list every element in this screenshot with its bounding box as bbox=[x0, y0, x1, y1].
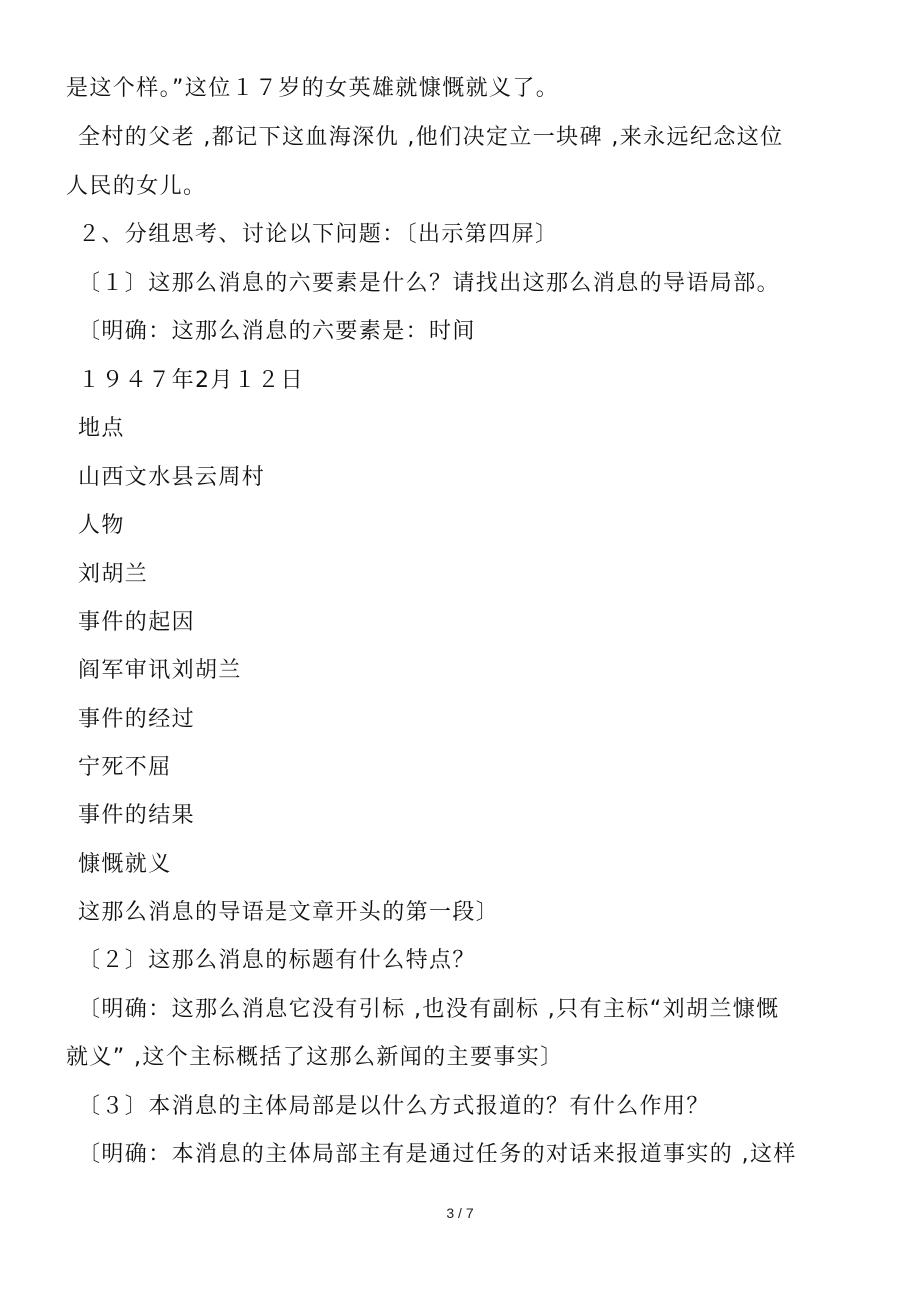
paragraph-line: 地点 bbox=[78, 416, 125, 441]
paragraph-line: 人物 bbox=[78, 513, 125, 538]
paragraph-line: 〔１〕这那么消息的六要素是什么？请找出这那么消息的导语局部。 bbox=[78, 271, 781, 296]
paragraph-line: 人民的女儿。 bbox=[66, 174, 207, 199]
paragraph-line: 是这个样。”这位１７岁的女英雄就慷慨就义了。 bbox=[66, 76, 560, 101]
paragraph-line: 事件的起因 bbox=[78, 610, 196, 635]
paragraph-line: 山西文水县云周村 bbox=[78, 465, 266, 490]
paragraph-line: ２、分组思考、讨论以下问题：〔出示第四屏〕 bbox=[78, 222, 559, 247]
paragraph-line: 事件的经过 bbox=[78, 707, 196, 732]
page-number: 3 / 7 bbox=[446, 1205, 474, 1221]
paragraph-line: 〔明确：这那么消息它没有引标 ,也没有副标 ,只有主标“刘胡兰慷慨 bbox=[78, 997, 780, 1022]
paragraph-line: 〔３〕本消息的主体局部是以什么方式报道的？有什么作用？ bbox=[78, 1094, 710, 1119]
paragraph-line: 宁死不屈 bbox=[78, 755, 172, 780]
paragraph-line: 慷慨就义 bbox=[78, 852, 172, 877]
paragraph-line: 就义” ,这个主标概括了这那么新闻的主要事实〕 bbox=[66, 1045, 564, 1070]
paragraph-line: 〔明确：本消息的主体局部主有是通过任务的对话来报道事实的 ,这样 bbox=[78, 1142, 797, 1167]
paragraph-line: 〔明确：这那么消息的六要素是：时间 bbox=[78, 319, 476, 344]
paragraph-line: 全村的父老 ,都记下这血海深仇 ,他们决定立一块碑 ,来永远纪念这位 bbox=[78, 125, 784, 150]
paragraph-line: 刘胡兰 bbox=[78, 562, 149, 587]
paragraph-line: 〔２〕这那么消息的标题有什么特点？ bbox=[78, 948, 476, 973]
paragraph-line: １９４７年2月１２日 bbox=[78, 368, 304, 393]
paragraph-line: 这那么消息的导语是文章开头的第一段〕 bbox=[78, 900, 500, 925]
paragraph-line: 阎军审讯刘胡兰 bbox=[78, 658, 242, 683]
paragraph-line: 事件的结果 bbox=[78, 803, 196, 828]
